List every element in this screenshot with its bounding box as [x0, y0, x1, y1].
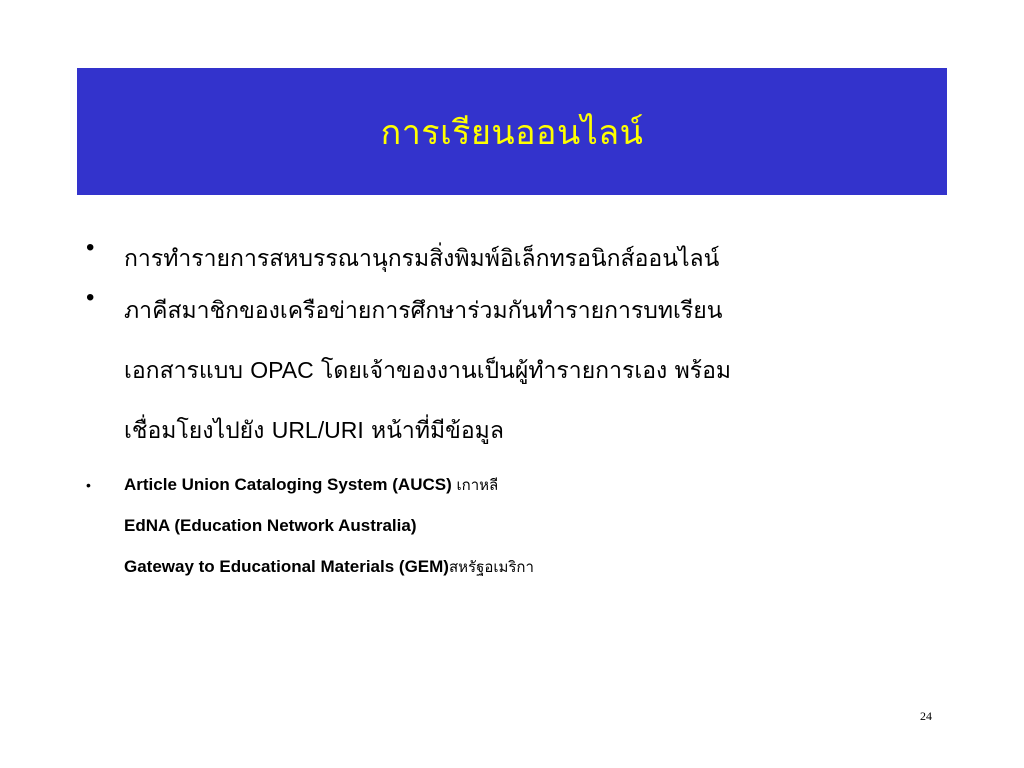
slide-title: การเรียนออนไลน์ [380, 112, 644, 153]
bullet-2-line-1: ภาคีสมาชิกของเครือข่ายการศึกษาร่วมกันทำรายการบทเรียน [124, 298, 723, 324]
page-number: 24 [920, 709, 932, 723]
bullet-2-line-2 [124, 341, 906, 401]
opac-term: OPAC [250, 357, 314, 383]
bullet-1-line-1: การทำรายการสหบรรณานุกรมสิ่งพิมพ์อิเล็กทรอนิกส์ออนไลน์ [124, 246, 720, 272]
bullet-list [86, 232, 906, 598]
bullet-marker: • [86, 234, 95, 261]
bullet-item-2 [86, 282, 906, 461]
bullet-item-1 [86, 232, 906, 272]
bullet-2-line-3-pre: เชื่อมโยงไปยัง [124, 418, 272, 444]
bullet-2-line-3 [124, 401, 906, 461]
bullet-item-3 [86, 475, 906, 577]
title-bar [77, 68, 947, 195]
bullet-2-line-2-post: โดยเจ้าของงานเป็นผู้ทำรายการเอง พร้อม [313, 358, 732, 384]
aucs-line [124, 475, 906, 495]
gem-line [124, 557, 906, 577]
bullet-2-line-2-pre: เอกสารแบบ [124, 358, 251, 384]
aucs-country: เกาหลี [451, 476, 499, 494]
edna-line [124, 516, 906, 536]
bullet-marker: • [86, 284, 95, 311]
gem-country: สหรัฐอเมริกา [448, 558, 534, 576]
bullet-marker: • [86, 477, 91, 493]
url-uri-term: URL/URI [271, 417, 364, 443]
edna-name: EdNA (Education Network Australia) [124, 516, 417, 535]
gem-name: Gateway to Educational Materials (GEM) [124, 557, 449, 576]
bullet-2-line-3-post: หน้าที่มีข้อมูล [363, 418, 504, 444]
aucs-name: Article Union Cataloging System (AUCS) [124, 475, 452, 494]
